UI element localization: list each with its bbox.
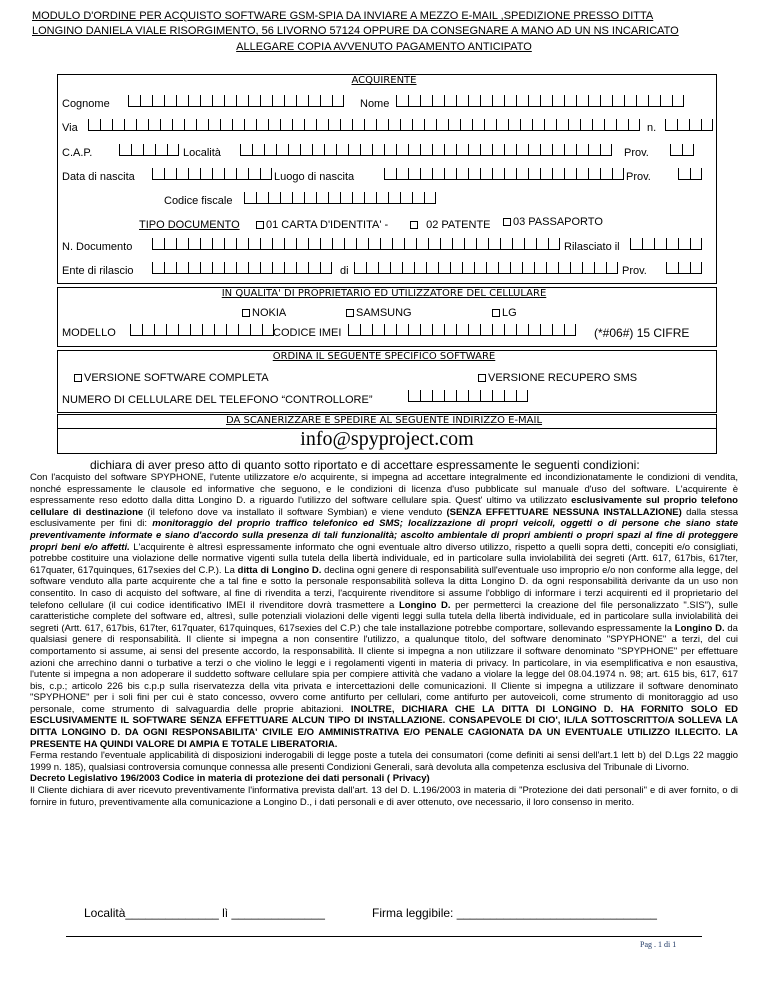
passaporto-checkbox[interactable]: [503, 218, 511, 226]
nokia-option[interactable]: [242, 306, 286, 320]
passaporto-option[interactable]: [503, 215, 603, 229]
lg-label: LG: [502, 307, 517, 319]
firma-signature-line[interactable]: Firma leggibile: ______________________________: [372, 906, 657, 920]
numero-controllore-label: NUMERO DI CELLULARE DEL TELEFONO “CONTROLLORE”: [62, 394, 373, 406]
completa-option[interactable]: [74, 371, 269, 385]
modello-label: MODELLO: [62, 327, 116, 339]
codice-fiscale-label: Codice fiscale: [164, 195, 233, 207]
prov-label-2: Prov.: [626, 171, 651, 183]
footer-rule: [66, 936, 702, 937]
recupero-label: VERSIONE RECUPERO SMS: [488, 372, 638, 384]
acquirente-title: ACQUIRENTE: [351, 75, 417, 86]
nome-label: Nome: [360, 98, 390, 110]
prov-label-1: Prov.: [624, 147, 649, 159]
lg-option[interactable]: [492, 306, 517, 320]
cognome-label: Cognome: [62, 98, 110, 110]
data-nascita-label: Data di nascita: [62, 171, 135, 183]
tipo-documento-label: TIPO DOCUMENTO: [139, 219, 240, 231]
samsung-option[interactable]: [346, 306, 412, 320]
codice-fiscale-field[interactable]: [244, 192, 436, 204]
patente-option[interactable]: [410, 218, 491, 232]
software-title: ORDINA IL SEGUENTE SPECIFICO SOFTWARE: [272, 351, 496, 362]
di-field[interactable]: [354, 262, 618, 274]
via-field[interactable]: [88, 119, 640, 131]
recupero-checkbox[interactable]: [478, 374, 486, 382]
dichiara-text: dichiara di aver preso atto di quanto sotto riportato e di accettare espressamente le seguenti condizioni:: [90, 458, 640, 472]
cap-field[interactable]: [119, 144, 179, 156]
samsung-checkbox[interactable]: [346, 309, 354, 317]
cognome-field[interactable]: [128, 95, 344, 107]
completa-label: VERSIONE SOFTWARE COMPLETA: [84, 372, 269, 384]
nome-field[interactable]: [396, 95, 684, 107]
luogo-nascita-label: Luogo di nascita: [274, 171, 355, 183]
numero-controllore-field[interactable]: [408, 390, 528, 402]
modello-field[interactable]: [130, 324, 274, 336]
nokia-checkbox[interactable]: [242, 309, 250, 317]
completa-checkbox[interactable]: [74, 374, 82, 382]
imei-field[interactable]: [348, 324, 576, 336]
imei-label: CODICE IMEI: [273, 327, 342, 339]
email-title: DA SCANERIZZARE E SPEDIRE AL SEGUENTE INDIRIZZO E-MAIL: [225, 415, 543, 426]
cellulare-title: IN QUALITA' DI PROPRIETARIO ED UTILIZZATORE DEL CELLULARE: [221, 288, 547, 299]
data-nascita-field[interactable]: [152, 168, 272, 180]
n-documento-field[interactable]: [152, 238, 560, 250]
numero-field[interactable]: [665, 119, 713, 131]
header-line-2: LONGINO DANIELA VIALE RISORGIMENTO, 56 LIVORNO 57124 OPPURE DA CONSEGNARE A MANO AD UN NS INCARICATO: [32, 25, 679, 37]
prov-label-3: Prov.: [622, 265, 647, 277]
ente-label: Ente di rilascio: [62, 265, 134, 277]
recupero-option[interactable]: [478, 371, 637, 385]
n-documento-label: N. Documento: [62, 241, 133, 253]
localita-label: Località: [183, 147, 221, 159]
rilasciato-label: Rilasciato il: [564, 241, 620, 253]
legal-text: Con l'acquisto del software SPYPHONE, l'utente utilizzatore e/o acquirente, si impegna ad accettare integralmente ed incondizionatamente le condizioni di vendita, nonché espressamente le clausole ed informative che seguono, e le condizioni di licenza d'uso pubblicate sul manuale d'uso del software. L'acquirente è espressamente reso edotto dalla ditta Longino D. a riguardo l'utilizzo del software cellulare spia. Quest' ultimo va utilizzato esclusivamente sul proprio telefono cellulare di destinazione (il telefono dove va installato il software Symbian) e viene venduto (SENZA EFFETTUARE NESSUNA INSTALLAZIONE) dalla stessa esclusivamente per fini di: monitoraggio del proprio traffico telefonico ed SMS; localizzazione di propri veicoli, oggetti o di persone che siano state preventivamente informate e siano d'accordo sulla presenza di tali funzionalità; ascolto ambientale di propri ambienti o propri spazi al fine di proteggere propri beni e/o affetti. L'acquirente è altresì espressamente informato che ogni eventuale altro diverso utilizzo, rispetto a quelli sopra detti, concepiti e/o consigliati, potrebbe costituire una violazione delle normative vigenti sulla tutela della libertà individuale, ed in particolare sulla inviolabilità dei segreti (Artt. 617, 617bis, 617ter, 617quater, 617quinques, 617sexies del C.P.). La ditta di Longino D. declina ogni genere di responsabilità sull'eventuale uso improprio e/o non conforme alla legge, del software venduto alla parte acquirente che a tal fine e sotto la personale responsabilità solleva la ditta Longino D. da ogni responsabilità derivante da un uso non consentito. In caso di acquisto del software, al fine di rivendita a terzi, l'acquirente rivenditore si assume l'obbligo di informare i terzi acquirenti ed il proprietario del telefono cellulare (il cui codice identificativo IMEI il rivenditore dovrà trasmettere a Longino D. per permetterci la creazione del file personalizzato ".SIS"), sulle caratteristiche complete del software ed, altresì, sulle potenziali violazioni delle vigenti leggi sulla tutela della libertà individuale, ed in particolare sulla inviolabilità dei segreti (Artt. 617, 617bis, 617ter, 617quater, 617quinques, 617sexies del C.P.) che tale installazione potrebbe comportare, sollevando espressamente la Longino D. da qualsiasi genere di responsabilità. Il cliente si impegna a non consentire l'utilizzo, a qualunque titolo, del software denominato "SPYPHONE" a terzi, del cui comportamento si assume, ai sensi del presente accordo, la responsabilità. Il cliente si impegna a non utilizzare il software denominato "SPYPHONE" per effettuare azioni che arrechino danni o turbative a terzi o che violino le leggi e i regolamenti vigenti in materia di privacy. In particolare, in via esemplificativa e non esaustiva, l'utente si impegna a non adoperare il suddetto software cellulare spia per compiere attività che vadano a violare la legge del 08.04.1974 n. 98; art. 615 bis, 617, 617 bis, c.p.; articolo 226 bis c.p.p sulla riservatezza della vita privata e intercettazioni delle comunicazioni. Il Cliente si impegna a utilizzare il software denominato "SPYPHONE" per i soli fini per cui è stato concesso, ovvero come antifurto per cellulari, come antifurto per autoveicoli, come strumento di monitoraggio ad uso personale, come strumento di salvaguardia delle proprie abitazioni. INOLTRE, DICHIARA CHE LA DITTA DI LONGINO D. HA FORNITO SOLO ED ESCLUSIVAMENTE IL SOFTWARE SENZA EFFETTUARE ALCUN TIPO DI INSTALLAZIONE. CONSAPEVOLE DI CIO', IL/LA SOTTOSCRITTO/A SOLLEVA LA DITTA LONGINO D. DA OGNI RESPONSABILITA' CIVILE E/O AMMINISTRATIVA E/O PENALE CAGIONATA DA UN EVENTUALE UTILIZZO ILLECITO. LA PRESENTE HA QUINDI VALORE DI AMPIA E TOTALE LIBERATORIA. Ferma restando l'eventuale applicabilità di disposizioni inderogabili di legge poste a tutela dei consumatori (come definiti ai sensi dell'art.1 lett b) del D.Lgs 22 maggio 1999 n. 185), qualsiasi controversia comunque connessa alle presenti Condizioni Generali, sarà devoluta alla competenza esclusiva del Tribunale di Livorno. Decreto Legislativo 196/2003 Codice in materia di protezione dei dati personali ( Privacy) Il Cliente dichiara di aver ricevuto preventivamente l'informativa prevista dall'art. 13 del D. L.196/2003 in materia di "Protezione dei dati personali" e di aver fornito, o di fornire in futuro, preventivamente alla comunicazione a Longino D., i dati personali e di aver ottenuto, ove necessario, il loro consenso in merito.: [30, 472, 739, 808]
email-address[interactable]: info@spyproject.com: [300, 428, 474, 450]
header-line-1: MODULO D'ORDINE PER ACQUISTO SOFTWARE GSM-SPIA DA INVIARE A MEZZO E-MAIL ,SPEDIZIONE PRESSO DITTA: [32, 10, 654, 22]
passaporto-label: 03 PASSAPORTO: [513, 216, 603, 228]
localita-signature-line[interactable]: Località______________ lì ______________: [84, 906, 325, 920]
cap-label: C.A.P.: [62, 147, 93, 159]
patente-label: 02 PATENTE: [426, 219, 491, 231]
prov-field-2[interactable]: [678, 168, 702, 180]
di-label: di: [340, 265, 349, 277]
ente-field[interactable]: [152, 262, 332, 274]
numero-label: n.: [647, 122, 657, 134]
via-label: Via: [62, 122, 78, 134]
luogo-nascita-field[interactable]: [384, 168, 624, 180]
prov-field-1[interactable]: [670, 144, 694, 156]
patente-checkbox[interactable]: [410, 221, 418, 229]
imei-hint: (*#06#) 15 CIFRE: [594, 326, 690, 340]
carta-checkbox[interactable]: [256, 221, 264, 229]
header-line-3: ALLEGARE COPIA AVVENUTO PAGAMENTO ANTICIPATO: [236, 41, 532, 53]
samsung-label: SAMSUNG: [356, 307, 412, 319]
nokia-label: NOKIA: [252, 307, 287, 319]
localita-field[interactable]: [240, 144, 612, 156]
page-number: Pag . 1 di 1: [640, 940, 677, 949]
rilasciato-field[interactable]: [630, 238, 702, 250]
carta-label: 01 CARTA D'IDENTITA' -: [266, 219, 389, 231]
lg-checkbox[interactable]: [492, 309, 500, 317]
prov-field-3[interactable]: [666, 262, 702, 274]
carta-option[interactable]: [256, 218, 388, 232]
